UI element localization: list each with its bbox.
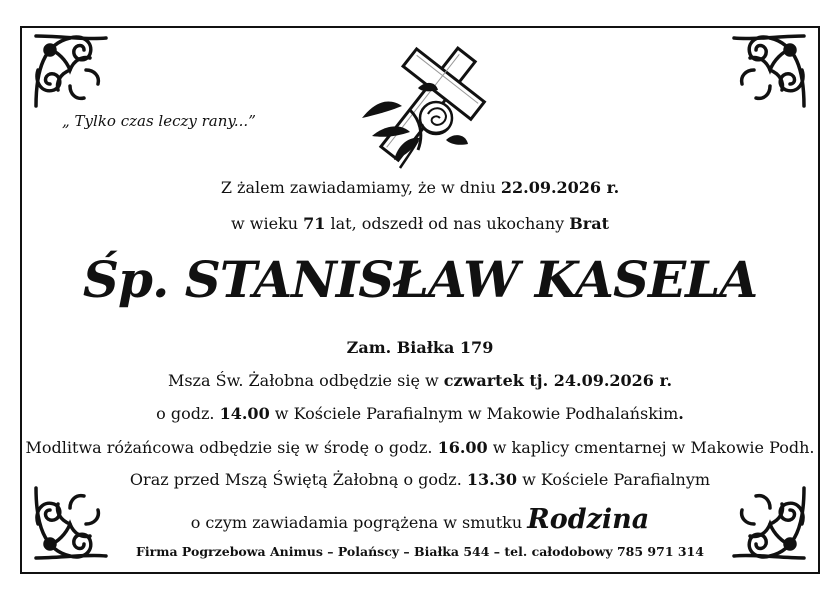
announcement-line-1 [0,178,840,197]
announcement-line-2 [0,214,840,233]
announcement-text: Z żalem zawiadamiamy, że w dniu [220,178,501,197]
death-date: 22.09.2026 r. [500,178,620,197]
announcement-text: w wieku [231,214,304,233]
before-mass-place: w Kościele Parafialnym [517,470,711,489]
mass-line-2 [0,404,840,423]
mass-text: Msza Św. Żałobna odbędzie się w [167,371,444,390]
deceased-name-line [0,250,840,309]
announcement-text: lat, odszedł od nas ukochany [325,214,570,233]
before-mass-text: Oraz przed Mszą Świętą Żałobną o godz. [129,470,467,489]
deceased-name: STANISŁAW KASELA [184,250,758,309]
mass-place: w Kościele Parafialnym w Makowie Podhalańskim [269,404,679,423]
closing-line [0,504,840,535]
rosary-line [0,438,840,457]
family-signature: Rodzina [527,504,650,535]
rosary-text: Modlitwa różańcowa odbędzie się w środę o godz. [25,438,438,457]
before-mass-time: 13.30 [466,470,517,489]
mass-time: 14.00 [219,404,270,423]
mass-date: czwartek tj. 24.09.2026 r. [443,371,673,390]
age: 71 [303,214,326,233]
cross-with-rose-icon [350,40,495,175]
relation: Brat [569,214,609,233]
mass-line-1 [0,371,840,390]
rosary-place: w kaplicy cmentarnej w Makowie Podh. [487,438,815,457]
mass-period: . [678,404,684,423]
address: Zam. Białka 179 [346,338,494,357]
funeral-home-footer: Firma Pogrzebowa Animus – Polańscy – Białka 544 – tel. całodobowy 785 971 314 [136,544,704,559]
mass-text: o godz. [156,404,220,423]
quote-text: „ Tylko czas leczy rany...” [62,112,256,130]
rosary-time: 16.00 [437,438,488,457]
corner-ornament-icon [30,30,112,112]
corner-ornament-icon [728,30,810,112]
before-mass-line [0,470,840,489]
closing-text: o czym zawiadamia pogrążena w smutku [190,513,528,532]
name-prefix: Śp. [82,250,169,309]
